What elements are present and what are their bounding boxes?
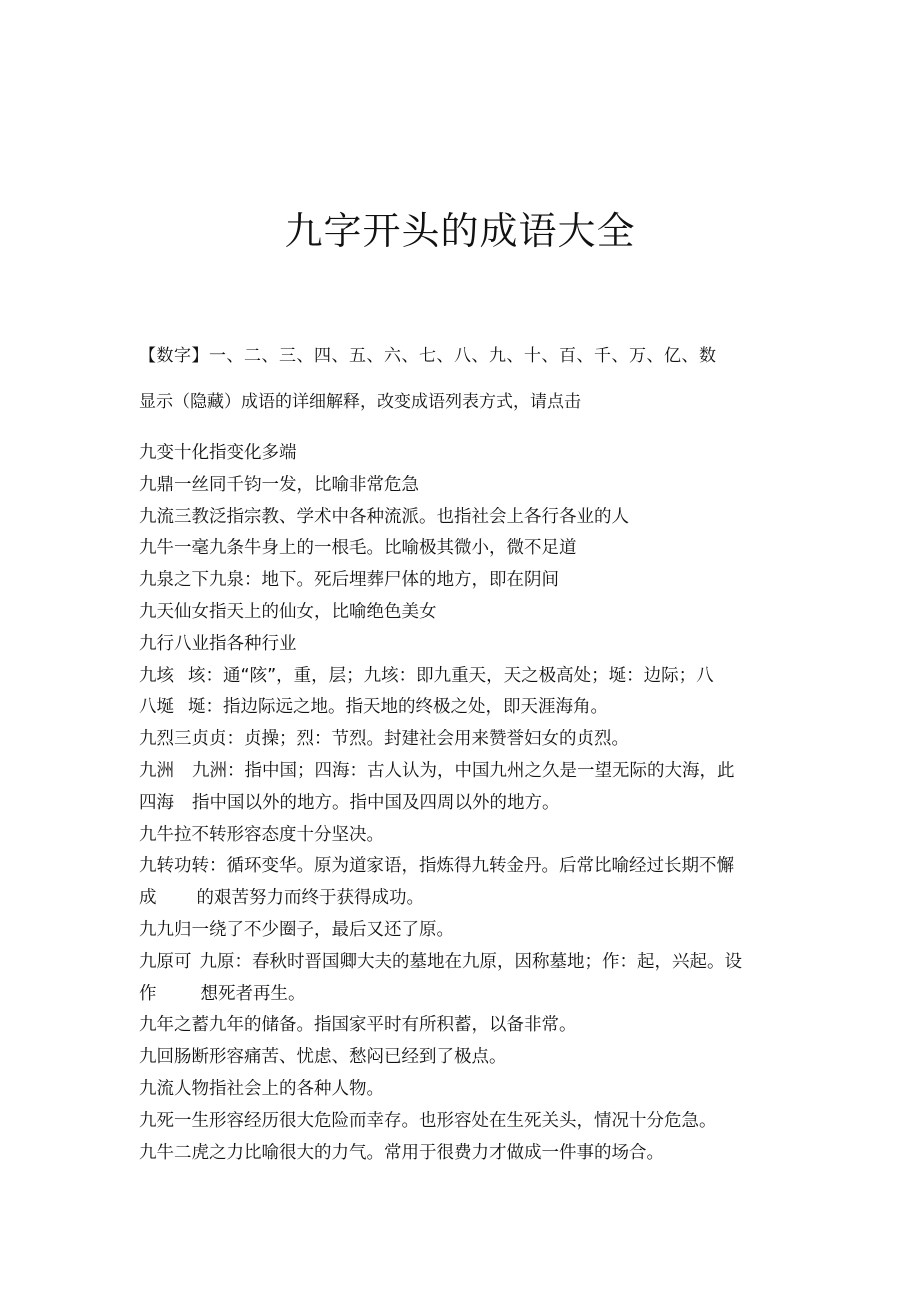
idiom-item-split: [139, 947, 789, 1011]
digit-separator: 、: [436, 346, 454, 366]
digit-separator: 、: [471, 346, 489, 366]
digit-separator: 、: [506, 346, 524, 366]
digit-link[interactable]: 千: [594, 346, 612, 366]
idiom-item: 九泉之下九泉：地下。死后埋葬尸体的地方，即在阴间: [139, 570, 559, 591]
digit-link[interactable]: 数: [699, 346, 717, 366]
idiom-definition-top: 转：循环变华。原为道家语，指炼得九转金丹。后常比喻经过长期不懈: [191, 856, 734, 877]
idiom-item: 九天仙女指天上的仙女，比喻绝色美女: [139, 601, 437, 622]
digit-link[interactable]: 七: [419, 346, 437, 366]
digit-link[interactable]: 一: [209, 346, 227, 366]
digit-link[interactable]: 三: [279, 346, 297, 366]
digit-separator: 、: [331, 346, 349, 366]
digit-separator: 、: [611, 346, 629, 366]
digit-link[interactable]: 六: [384, 346, 402, 366]
idiom-item: 九鼎一丝同千钧一发，比喻非常危急: [139, 474, 419, 495]
idiom-item-split: [139, 756, 789, 820]
idiom-item: 九牛一毫九条牛身上的一根毛。比喻极其微小，微不足道: [139, 538, 577, 559]
idiom-item: 九变十化指变化多端: [139, 443, 297, 463]
digit-link[interactable]: 十: [524, 346, 542, 366]
digit-link[interactable]: 八: [454, 346, 472, 366]
digit-separator: 、: [261, 346, 279, 366]
digit-separator: 、: [646, 346, 664, 366]
idiom-item: 九年之蓄九年的储备。指国家平时有所积蓄，以备非常。: [139, 1015, 577, 1036]
idiom-word-bottom: 成: [139, 888, 157, 909]
digit-nav-label: 【数字】: [139, 346, 209, 366]
digit-link[interactable]: 百: [559, 346, 577, 366]
idiom-definition-top: 垓：通“陔”，重，层；九垓：即九重天，天之极高处；埏：边际；八: [188, 665, 714, 686]
idiom-split-line: [139, 851, 789, 883]
idiom-definition-bottom: 指中国以外的地方。指中国及四周以外的地方。: [192, 792, 560, 813]
digit-link[interactable]: 万: [629, 346, 647, 366]
idiom-word-bottom: 四海: [139, 792, 174, 813]
idiom-definition-top: 九洲：指中国；四海：古人认为，中国九州之久是一望无际的大海，此: [192, 760, 735, 781]
idiom-item: 九死一生形容经历很大危险而幸存。也形容处在生死关头，情况十分危急。: [139, 1110, 717, 1131]
digit-link[interactable]: 五: [349, 346, 367, 366]
idiom-item-split: [139, 661, 789, 725]
idiom-word-bottom: 八埏: [139, 697, 174, 718]
idiom-definition-top: 九原：春秋时晋国卿大夫的墓地在九原，因称墓地；作：起，兴起。设: [199, 951, 742, 972]
idiom-item: 九牛拉不转形容态度十分坚决。: [139, 824, 384, 845]
idiom-word-bottom: 作: [139, 983, 157, 1004]
digit-link[interactable]: 九: [489, 346, 507, 366]
idiom-item: 九九归一绕了不少圈子，最后又还了原。: [139, 919, 454, 940]
idiom-item: 九流人物指社会上的各种人物。: [139, 1078, 384, 1099]
idiom-split-line: [139, 947, 789, 979]
digit-separator: 、: [576, 346, 594, 366]
idiom-definition-bottom: 想死者再生。: [200, 983, 306, 1004]
idiom-item: 九回肠断形容痛苦、忧虑、愁闷已经到了极点。: [139, 1047, 507, 1068]
digit-link[interactable]: 四: [314, 346, 332, 366]
page-title: 九字开头的成语大全: [284, 209, 636, 254]
digit-link[interactable]: 二: [244, 346, 262, 366]
digit-separator: 、: [681, 346, 699, 366]
idiom-split-line: [139, 979, 789, 1011]
digit-separator: 、: [296, 346, 314, 366]
digit-link[interactable]: 亿: [664, 346, 682, 366]
digit-separator: 、: [401, 346, 419, 366]
idiom-word-top: 九垓: [139, 665, 174, 686]
idiom-definition-bottom: 埏：指边际远之地。指天地的终极之处，即天涯海角。: [188, 697, 608, 718]
digit-separator: 、: [226, 346, 244, 366]
idiom-word-top: 九转功: [139, 856, 192, 877]
idiom-split-line: [139, 661, 789, 693]
idiom-item: 九流三教泛指宗教、学术中各种流派。也指社会上各行各业的人: [139, 506, 629, 527]
idiom-word-top: 九洲: [139, 760, 174, 781]
digit-separator: 、: [366, 346, 384, 366]
idiom-split-line: [139, 692, 789, 724]
idiom-split-line: [139, 788, 789, 820]
idiom-split-line: [139, 883, 789, 915]
toggle-explanation-line[interactable]: 显示（隐藏）成语的详细解释，改变成语列表方式，请点击: [139, 392, 581, 412]
idiom-list: [139, 438, 789, 1169]
idiom-item: 九牛二虎之力比喻很大的力气。常用于很费力才做成一件事的场合。: [139, 1142, 664, 1163]
idiom-item: 九烈三贞贞：贞操；烈：节烈。封建社会用来赞誉妇女的贞烈。: [139, 729, 629, 750]
idiom-item-split: [139, 851, 789, 915]
digit-navigation: [139, 342, 789, 370]
idiom-word-top: 九原可: [139, 951, 192, 972]
idiom-item: 九行八业指各种行业: [139, 633, 297, 654]
digit-separator: 、: [541, 346, 559, 366]
idiom-definition-bottom: 的艰苦努力而终于获得成功。: [196, 888, 424, 909]
idiom-split-line: [139, 756, 789, 788]
